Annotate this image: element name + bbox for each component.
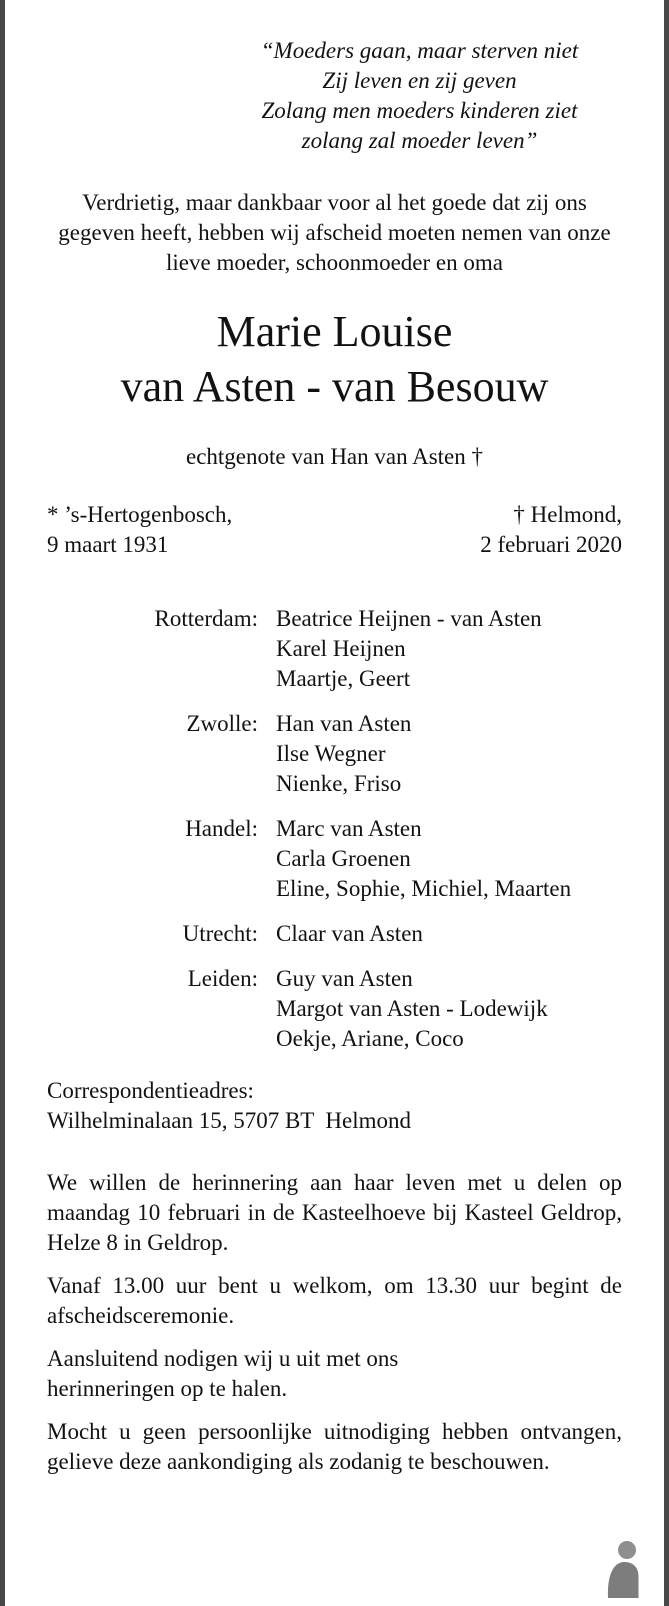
left-border-strip [0,0,5,1606]
family-group-handel [47,814,622,904]
ceremony-times-paragraph: Vanaf 13.00 uur bent u welkom, om 13.30 uur begint de afscheidsceremonie. [47,1273,622,1328]
memories-line1: Aansluitend nodigen wij u uit met ons [47,1346,399,1371]
birth-death-dates [47,500,622,560]
ceremony-invite-paragraph: We willen de herinnering aan haar leven met u delen op maandag 10 februari in de Kasteelhoeve bij Kasteel Geldrop, Helze 8 in Geldrop. [47,1170,622,1255]
family-name: Marc van Asten [276,816,422,841]
family-city: Utrecht: [182,921,258,946]
correspondence-address: Wilhelminalaan 15, 5707 BT Helmond [47,1108,412,1133]
intro-paragraph: Verdrietig, maar dankbaar voor al het goede dat zij ons gegeven heeft, hebben wij afscheid moeten nemen van onze lieve moeder, schoonmoeder en oma [58,190,611,275]
family-names [276,964,548,1054]
deceased-name-line1: Marie Louise [216,307,453,356]
deceased-name-line2: van Asten - van Besouw [120,362,549,411]
family-name: Guy van Asten [276,966,413,991]
quote-line: “Moeders gaan, maar sterven niet [260,38,579,63]
memories-line2: herinneringen op te halen. [47,1376,288,1401]
family-city: Zwolle: [186,711,258,736]
family-name: Carla Groenen [276,846,411,871]
correspondence-label: Correspondentieadres: [47,1078,254,1103]
family-names [276,919,423,949]
family-group-utrecht [47,919,622,949]
birth-info [47,500,232,560]
family-name: Nienke, Friso [276,771,402,796]
family-list [47,604,622,1054]
birth-place: * ’s-Hertogenbosch, [47,502,233,527]
quote-line: zolang zal moeder leven” [301,128,538,153]
quote-line: Zolang men moeders kinderen ziet [261,98,578,123]
family-name: Margot van Asten - Lodewijk [276,996,548,1021]
family-city: Handel: [185,816,258,841]
closing-paragraphs [47,1168,622,1477]
death-date: 2 februari 2020 [480,532,622,557]
family-names [276,709,411,799]
death-place: † Helmond, [513,502,622,527]
correspondence-block [47,1076,622,1136]
family-name: Beatrice Heijnen - van Asten [276,606,542,631]
right-border-strip [664,0,669,1606]
family-name: Karel Heijnen [276,636,406,661]
family-city: Rotterdam: [154,606,258,631]
family-group-zwolle [47,709,622,799]
family-names [276,604,542,694]
memories-paragraph [47,1344,622,1404]
family-city: Leiden: [187,966,258,991]
family-group-rotterdam [47,604,622,694]
family-name: Han van Asten [276,711,412,736]
family-name: Oekje, Ariane, Coco [276,1026,464,1051]
no-invitation-paragraph: Mocht u geen persoonlijke uitnodiging hebben ontvangen, gelieve deze aankondiging als zodanig te beschouwen. [47,1419,622,1474]
publisher-logo [603,1540,643,1598]
quote-line: Zij leven en zij geven [322,68,517,93]
memorial-quote [217,36,622,156]
spouse-line: echtgenote van Han van Asten † [186,444,483,469]
person-logo-icon [603,1540,643,1598]
family-name: Ilse Wegner [276,741,386,766]
family-name: Eline, Sophie, Michiel, Maarten [276,876,572,901]
family-name: Claar van Asten [276,921,423,946]
family-group-leiden [47,964,622,1054]
birth-date: 9 maart 1931 [47,532,169,557]
family-name: Maartje, Geert [276,666,411,691]
deceased-name [47,304,622,414]
death-info [480,500,622,560]
family-names [276,814,571,904]
